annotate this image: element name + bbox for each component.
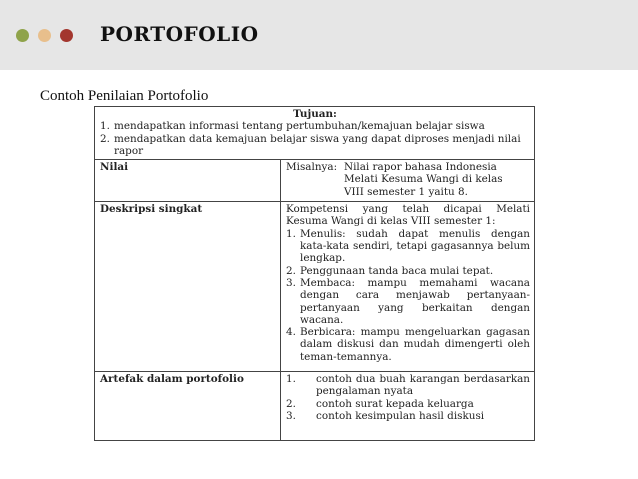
artefak-label: Artefak dalam portofolio [100,373,244,386]
item-text: Penggunaan tanda baca mulai tepat. [300,264,494,277]
slide-header [0,0,638,70]
item-text: Menulis: sudah dapat menulis dengan kata-kata sendiri, tetapi gagasannya belum lengkap. [300,227,530,265]
list-item [286,265,530,277]
artefak-list [286,373,530,422]
item-text: contoh kesimpulan hasil diskusi [316,410,485,423]
slide-title: PORTOFOLIO [100,22,259,46]
tujuan-row [95,107,535,160]
list-item [286,398,530,410]
slide-subtitle: Contoh Penilaian Portofolio [40,88,209,104]
artefak-value-cell [281,372,535,441]
nilai-line [286,186,530,198]
item-text: Berbicara: mampu mengeluarkan gagasan dalam diskusi dan mudah dimengerti oleh teman-temannya. [300,326,530,363]
list-item [100,120,530,132]
peach-dot [38,29,51,42]
nilai-prefix: Misalnya: [286,161,338,174]
list-item [100,133,530,158]
portfolio-assessment-table [94,106,535,441]
nilai-line-2: Melati Kesuma Wangi di kelas [344,173,503,186]
green-dot [16,29,29,42]
deskripsi-value-cell [281,202,535,372]
item-number: 3. [286,276,296,289]
deskripsi-row [95,202,535,372]
nilai-label: Nilai [100,161,129,174]
item-text: mendapatkan data kemajuan belajar siswa yang dapat diproses menjadi nilai rapor [114,132,521,157]
deskripsi-list [286,228,530,363]
list-item [286,410,530,422]
item-text: contoh surat kepada keluarga [316,397,474,410]
item-number: 1. [100,120,110,133]
tujuan-heading: Tujuan: [293,108,337,120]
nilai-line-1: Nilai rapor bahasa Indonesia [344,161,497,174]
item-number: 1. [286,227,296,240]
nilai-line [286,173,530,185]
decorative-dots [16,29,73,42]
nilai-row [95,160,535,202]
nilai-line-3: VIII semester 1 yaitu 8. [344,185,468,198]
item-number: 2. [286,397,296,410]
item-text: contoh dua buah karangan berdasarkan pengalaman nyata [316,373,530,398]
item-number: 3. [286,410,296,423]
red-dot [60,29,73,42]
artefak-row [95,372,535,441]
deskripsi-label-cell [95,202,281,372]
nilai-line [286,161,530,173]
list-item [286,373,530,398]
nilai-value-cell [281,160,535,202]
nilai-label-cell [95,160,281,202]
item-text: mendapatkan informasi tentang pertumbuhan/kemajuan belajar siswa [114,120,485,133]
item-text: Membaca: mampu memahami wacana dengan cara menjawab pertanyaan-pertanyaan yang berkaitan dengan wacana. [300,276,530,326]
item-number: 2. [286,264,296,277]
list-item [286,326,530,363]
deskripsi-intro: Kompetensi yang telah dicapai Melati Kesuma Wangi di kelas VIII semester 1: [286,203,530,228]
item-number: 1. [286,373,296,386]
deskripsi-label: Deskripsi singkat [100,203,203,216]
tujuan-list [100,120,530,157]
item-number: 2. [100,132,110,145]
list-item [286,228,530,265]
tujuan-cell [95,107,535,160]
list-item [286,277,530,326]
artefak-label-cell [95,372,281,441]
item-number: 4. [286,326,296,339]
